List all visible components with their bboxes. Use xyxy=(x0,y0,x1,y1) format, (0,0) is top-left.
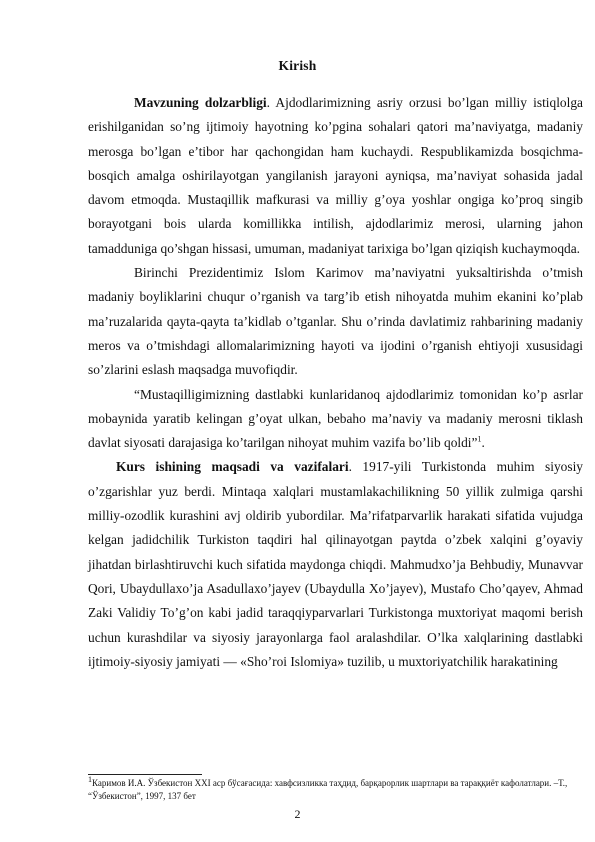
paragraph-relevance xyxy=(88,91,583,261)
footnote-divider xyxy=(88,774,202,775)
aims-text: . 1917-yili Turkistonda muhim siyosiy o’zgarishlar yuz berdi. Mintaqa xalqlari mustamlakachilikning 50 yillik zulmiga qarshi milliy-ozodlik kurashini avj oldirib yubordilar. Ma’rifatparvarlik harakati sifatida vujudga kelgan jadidchilik Turkiston taqdiri hal qilinayotgan paytda o’zbek xalqini g’oyaviy jihatdan birlashtiruvchi kuch sifatida maydonga chiqdi. Mahmudxo’ja Behbudiy, Munavvar Qori, Ubaydullaxo’ja Asadullaxo’jayev (Ubaydulla Xo’jayev), Mustafo Cho’qayev, Ahmad Zaki Validiy To’g’on kabi jadid taraqqiyparvarlari Turkistonga muxtoriyat maqomi berish uchun kurashdilar va siyosiy jarayonlarga faol aralashdilar. O’lka xalqlarining dastlabki ijtimoiy-siyosiy jamiyati — «Sho’roi Islomiya» tuzilib, u muxtoriyatchilik harakatining xyxy=(88,459,583,669)
footnote-text: Каримов И.А. Ўзбекистон XXI аср бўсағасида: хавфсизликка таҳдид, барқарорлик шартлари ва тараққиёт кафолатлари. –Т., “Ўзбекистон”, 1997, 137 бет xyxy=(88,778,568,801)
relevance-text: . Ajdodlarimizning asriy orzusi bo’lgan milliy istiqlolga erishilganidan so’ng ijtimoiy hayotning ko’pgina sohalari qatori ma’naviyatga, madaniy merosga bo’lgan e’tibor har qachongidan ham kuchaydi. Respublikamizda bosqichma-bosqich amalga oshirilayotgan yangilanish jarayoni ayniqsa, ma’naviyat sohasida jadal davom etmoqda. Mustaqillik mafkurasi va milliy g’oya yoshlar ongiga ko’proq singib borayotgani bois ularda komillikka intilish, ajdodlarimiz merosi, ularning jahon tamadduniga qo’shgan hissasi, umuman, madaniyat tarixiga bo’lgan qiziqish kuchaymoqda. xyxy=(88,95,583,256)
page-title: Kirish xyxy=(278,58,317,73)
paragraph-president xyxy=(88,261,583,382)
quote-text: “Mustaqilligimizning dastlabki kunlaridanoq ajdodlarimiz tomonidan ko’p asrlar mobaynida yaratib kelingan g’oyat ulkan, bebaho ma’naviy va madaniy merosni tiklash davlat siyosati darajasiga ko’tarilgan nihoyat muhim vazifa bo’lib qoldi” xyxy=(88,386,583,451)
body-text xyxy=(88,91,583,674)
paragraph-quote xyxy=(88,383,583,456)
president-text: Birinchi Prezidentimiz Islom Karimov ma’naviyatni yuksaltirishda o’tmish madaniy boyliklarini chuqur o’rganish va targ’ib etish nihoyatda muhim ekanini ko’plab ma’ruzalarida qayta-qayta ta’kidlab o’tganlar. Shu o’rinda davlatimiz rahbarining madaniy meros va o’tmishdagi allomalarimizning hayoti va ijodini o’rganish ehtiyoji xususidagi so’zlarini eslash maqsadga muvofiqdir. xyxy=(88,265,583,378)
footnote-reference[interactable]: 1 xyxy=(477,434,482,444)
footnote xyxy=(88,777,583,803)
footnote-mark: 1 xyxy=(88,775,92,784)
quote-end: . xyxy=(481,435,485,451)
page-number: 2 xyxy=(294,807,301,821)
relevance-heading: Mavzuning dolzarbligi xyxy=(134,95,267,110)
paragraph-aims xyxy=(88,455,583,674)
aims-heading: Kurs ishining maqsadi va vazifalari xyxy=(116,459,349,475)
